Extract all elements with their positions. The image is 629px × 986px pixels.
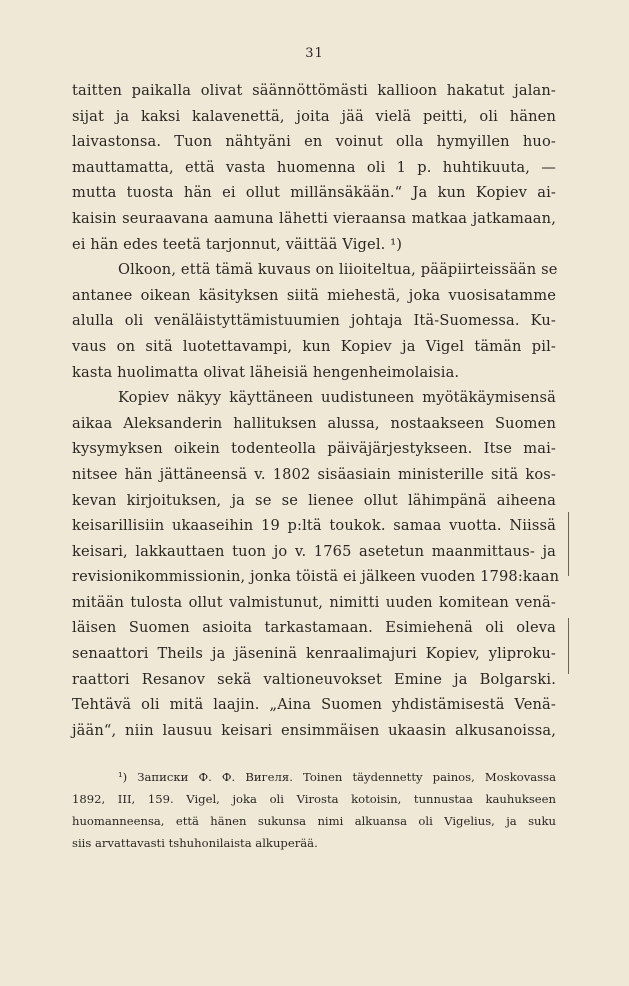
- footnote-line: siis arvattavasti tshuhonilaista alkuperää.: [72, 836, 318, 850]
- text-line: kysymyksen oikein todenteolla päiväjärjestykseen. Itse mai-: [72, 440, 556, 458]
- text-line: sijat ja kaksi kalavenettä, joita jää vielä peitti, oli hänen: [72, 107, 556, 125]
- text-line: ei hän edes teetä tarjonnut, väittää Vigel. ¹): [72, 235, 403, 253]
- body-text: [72, 78, 560, 743]
- text-line: aikaa Aleksanderin hallituksen alussa, nostaakseen Suomen: [72, 414, 556, 432]
- footnote-line: ¹) Записки Ф. Ф. Вигеля. Toinen täydennetty painos, Moskovassa: [118, 770, 556, 784]
- text-line: kasta huolimatta olivat läheisiä hengenheimolaisia.: [72, 363, 460, 381]
- text-line: mitään tulosta ollut valmistunut, nimitti uuden komitean venä-: [72, 593, 556, 611]
- text-line: Tehtävä oli mitä laajin. „Aina Suomen yhdistämisestä Venä-: [72, 696, 556, 714]
- text-line: senaattori Theils ja jäseninä kenraalimajuri Kopiev, yliproku-: [72, 645, 556, 663]
- text-line: laivastonsa. Tuon nähtyäni en voinut olla hymyillen huo-: [72, 133, 556, 151]
- text-line: antanee oikean käsityksen siitä miehestä, joka vuosisatamme: [72, 286, 556, 304]
- text-line: vaus on sitä luotettavampi, kun Kopiev ja Vigel tämän pil-: [72, 337, 556, 355]
- text-line: kaisin seuraavana aamuna lähetti vieraansa matkaa jatkamaan,: [72, 209, 556, 227]
- text-line: raattori Resanov sekä valtioneuvokset Emine ja Bolgarski.: [72, 670, 556, 688]
- text-line: keisarillisiin ukaaseihin 19 p:ltä toukok. samaa vuotta. Niissä: [72, 517, 556, 535]
- text-line: kevan kirjoituksen, ja se se lienee ollut lähimpänä aiheena: [72, 491, 556, 509]
- text-line: alulla oli venäläistyttämistuumien johtaja Itä-Suomessa. Ku-: [72, 312, 556, 330]
- text-line: läisen Suomen asioita tarkastamaan. Esimiehenä oli olevа: [72, 619, 556, 637]
- paragraph-start-line: Olkoon, että tämä kuvaus on liioiteltua, pääpiirteissään se: [118, 261, 558, 279]
- text-line: mauttamatta, että vasta huomenna oli 1 p. huhtikuuta, —: [72, 158, 556, 176]
- text-line: jään“, niin lausuu keisari ensimmäisen ukaasin alkusanoissa,: [72, 721, 556, 739]
- text-line: keisari, lakkauttaen tuon jo v. 1765 asetetun maanmittaus- ja: [72, 542, 556, 560]
- paragraph-start-line: Kopiev näkyy käyttäneen uudistuneen myötäkäymisensä: [118, 389, 556, 407]
- text-line: revisionikommissionin, jonka töistä ei jälkeen vuoden 1798:kaan: [72, 568, 560, 586]
- footnote-line: 1892, III, 159. Vigel, joka oli Virosta kotoisin, tunnustaa kauhukseen: [72, 792, 556, 806]
- text-line: nitsee hän jättäneensä v. 1802 sisäasiain ministerille sitä kos-: [72, 465, 556, 483]
- margin-pencil-mark: [568, 618, 573, 674]
- text-line: mutta tuosta hän ei ollut millänsäkään.“ Ja kun Kopiev ai-: [72, 184, 556, 202]
- page-number: 31: [305, 46, 324, 61]
- text-line: taitten paikalla olivat säännöttömästi kallioon hakatut jalan-: [72, 82, 556, 99]
- footnote: [72, 766, 556, 854]
- footnote-line: huomanneensa, että hänen sukunsa nimi alkuansa oli Vigelius, ja suku: [72, 814, 556, 828]
- margin-pencil-mark: [568, 512, 573, 576]
